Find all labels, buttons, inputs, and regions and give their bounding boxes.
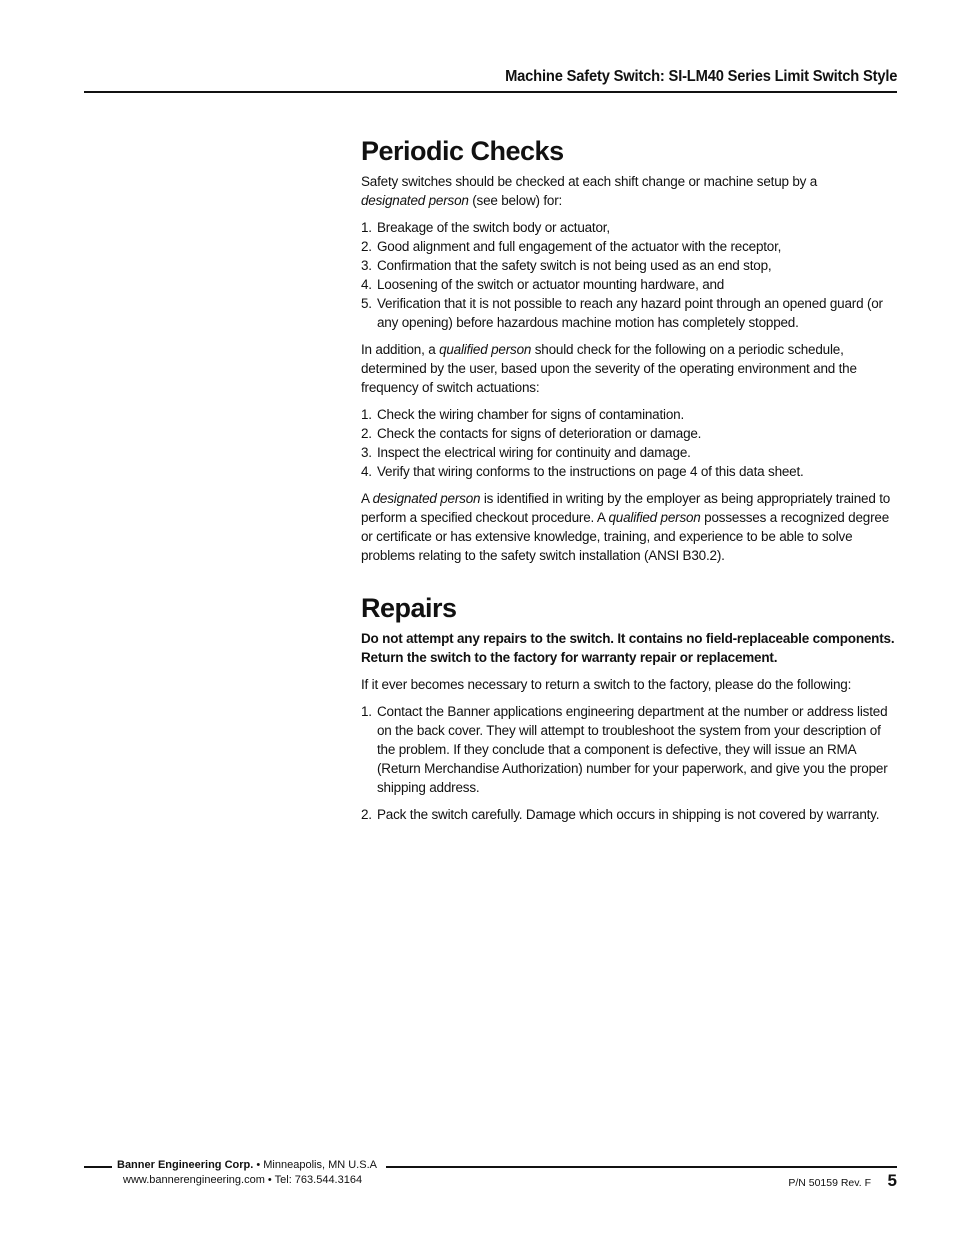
footer-contact: www.bannerengineering.com • Tel: 763.544.3164 — [123, 1174, 363, 1186]
list-item: 3. Confirmation that the safety switch is not being used as an end stop, — [361, 258, 772, 273]
company-name: Banner Engineering Corp. — [117, 1159, 254, 1171]
list-item: 4. Verify that wiring conforms to the instructions on page 4 of this data sheet. — [361, 464, 804, 479]
intro-emphasis: designated person — [361, 193, 469, 208]
part-number: P/N 50159 Rev. F — [788, 1177, 871, 1189]
repairs-heading: Repairs — [361, 593, 457, 623]
list-item: 1. Breakage of the switch body or actuator, — [361, 220, 610, 235]
intro-text-a: Safety switches should be checked at each shift change or machine setup by a — [361, 174, 818, 189]
periodic-checks-heading: Periodic Checks — [361, 136, 564, 166]
list-item: 2. Good alignment and full engagement of the actuator with the receptor, — [361, 239, 782, 254]
repairs-steps-list — [361, 702, 901, 824]
list-item: 1. Contact the Banner applications engineering department at the number or address listed on the back cover. They will attempt to troubleshoot the system from your description of the problem. If they conclude that a component is defective, they will issue an RMA (Return Merchandise Authorization) number for your paperwork, and give you the proper shipping address. — [361, 704, 888, 795]
page-number: 5 — [887, 1171, 897, 1190]
footer-rule-left — [84, 1166, 112, 1168]
list-item: 2. Check the contacts for signs of deterioration or damage. — [361, 426, 702, 441]
repairs-intro: If it ever becomes necessary to return a switch to the factory, please do the following: — [361, 677, 852, 692]
repairs-warning: Do not attempt any repairs to the switch. It contains no field-replaceable components. Return the switch to the factory for warranty repair or replacement. — [361, 631, 895, 665]
list-item: 5. Verification that it is not possible to reach any hazard point through an opened guard (or any opening) before hazardous machine motion has completely stopped. — [361, 296, 883, 330]
company-location: • Minneapolis, MN U.S.A — [253, 1159, 377, 1171]
list-item: 1. Check the wiring chamber for signs of contamination. — [361, 407, 685, 422]
section-gap — [361, 573, 901, 591]
list-item: 4. Loosening of the switch or actuator mounting hardware, and — [361, 277, 725, 292]
header-rule — [84, 91, 897, 93]
qualified-checks-list — [361, 405, 901, 481]
definitions-paragraph: A designated person is identified in writing by the employer as being appropriately trained to perform a specified checkout procedure. A qualified person possesses a recognized degree or certificate or has extensive knowledge, training, and experience to be able to solve problems relating to the safety switch installation (ANSI B30.2). — [361, 491, 891, 563]
intro-text-b: (see below) for: — [468, 193, 563, 208]
list-item: 2. Pack the switch carefully. Damage which occurs in shipping is not covered by warranty. — [361, 807, 880, 822]
footer-rule-right — [386, 1166, 897, 1168]
main-content — [361, 134, 901, 832]
designated-checks-list — [361, 218, 901, 332]
periodic-checks-intro — [361, 172, 901, 210]
qualified-person-paragraph: In addition, a qualified person should check for the following on a periodic schedule, determined by the user, based upon the severity of the operating environment and the frequency of switch actuations: — [361, 342, 857, 395]
page-header-title: Machine Safety Switch: SI-LM40 Series Limit Switch Style — [504, 68, 897, 85]
footer-company — [117, 1159, 377, 1171]
list-item: 3. Inspect the electrical wiring for continuity and damage. — [361, 445, 691, 460]
